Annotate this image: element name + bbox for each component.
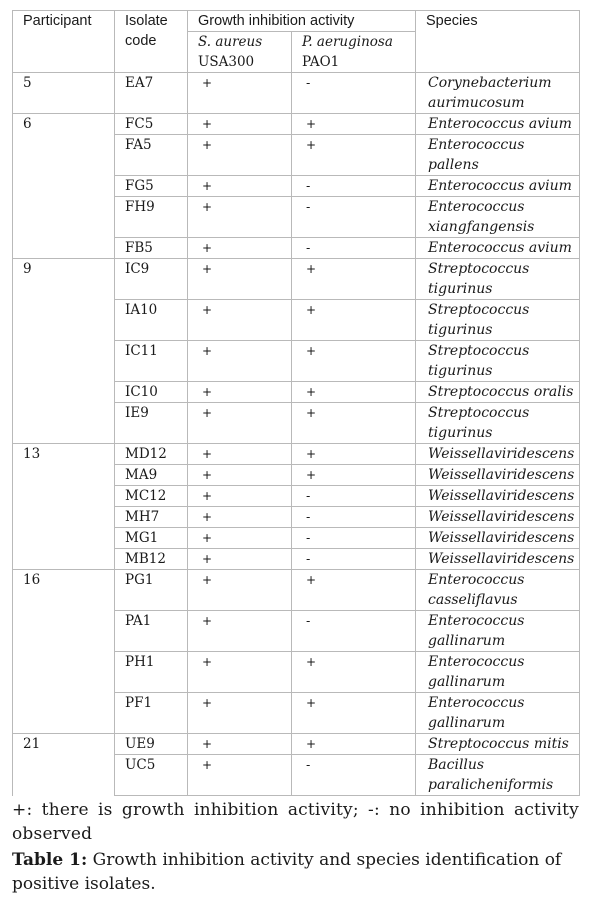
- cell-p-aeruginosa-activity: +: [292, 693, 416, 734]
- cell-p-aeruginosa-activity: -: [292, 238, 416, 259]
- cell-s-aureus-activity: +: [188, 238, 292, 259]
- cell-s-aureus-activity: +: [188, 259, 292, 300]
- cell-p-aeruginosa-activity: -: [292, 528, 416, 549]
- cell-s-aureus-activity: +: [188, 652, 292, 693]
- cell-p-aeruginosa-activity: -: [292, 73, 416, 114]
- cell-s-aureus-activity: +: [188, 382, 292, 403]
- cell-species: Weissellaviridescens: [416, 507, 580, 528]
- document-page: [12, 10, 579, 896]
- cell-s-aureus-activity: +: [188, 135, 292, 176]
- cell-isolate-code: PA1: [115, 611, 188, 652]
- cell-species: Weissellaviridescens: [416, 549, 580, 570]
- table-caption: [12, 848, 579, 896]
- cell-s-aureus-activity: +: [188, 341, 292, 382]
- cell-isolate-code: MH7: [115, 507, 188, 528]
- cell-s-aureus-activity: +: [188, 570, 292, 611]
- cell-species: Enterococcus avium: [416, 238, 580, 259]
- header-isolate-code: Isolate code: [115, 11, 188, 73]
- table-row: [13, 570, 580, 611]
- header-species: Species: [416, 11, 580, 73]
- cell-species: Enterococcus avium: [416, 176, 580, 197]
- table-body: [13, 73, 580, 796]
- cell-s-aureus-activity: +: [188, 755, 292, 796]
- cell-species: Enterococcus gallinarum: [416, 693, 580, 734]
- caption-label: Table 1:: [12, 850, 88, 870]
- cell-isolate-code: FH9: [115, 197, 188, 238]
- cell-participant: 16: [13, 570, 115, 734]
- cell-isolate-code: EA7: [115, 73, 188, 114]
- cell-species: Enterococcus xiangfangensis: [416, 197, 580, 238]
- cell-participant: 5: [13, 73, 115, 114]
- table-row: [13, 73, 580, 114]
- cell-isolate-code: IA10: [115, 300, 188, 341]
- cell-p-aeruginosa-activity: -: [292, 486, 416, 507]
- cell-s-aureus-activity: +: [188, 465, 292, 486]
- cell-s-aureus-activity: +: [188, 444, 292, 465]
- cell-isolate-code: MA9: [115, 465, 188, 486]
- table-row: [13, 734, 580, 755]
- cell-p-aeruginosa-activity: +: [292, 444, 416, 465]
- cell-p-aeruginosa-activity: +: [292, 570, 416, 611]
- cell-isolate-code: IC9: [115, 259, 188, 300]
- header-s-aureus-strain: USA300: [198, 54, 255, 70]
- cell-p-aeruginosa-activity: +: [292, 135, 416, 176]
- cell-isolate-code: FA5: [115, 135, 188, 176]
- cell-isolate-code: PH1: [115, 652, 188, 693]
- cell-species: Streptococcus tigurinus: [416, 341, 580, 382]
- cell-isolate-code: PG1: [115, 570, 188, 611]
- cell-p-aeruginosa-activity: -: [292, 197, 416, 238]
- header-p-aeruginosa: [292, 32, 416, 73]
- results-table: [12, 10, 580, 796]
- cell-species: Streptococcus mitis: [416, 734, 580, 755]
- cell-isolate-code: MB12: [115, 549, 188, 570]
- cell-s-aureus-activity: +: [188, 114, 292, 135]
- table-row: [13, 114, 580, 135]
- cell-isolate-code: IC10: [115, 382, 188, 403]
- cell-species: Corynebacterium aurimucosum: [416, 73, 580, 114]
- cell-s-aureus-activity: +: [188, 693, 292, 734]
- cell-s-aureus-activity: +: [188, 403, 292, 444]
- cell-participant: 6: [13, 114, 115, 259]
- cell-isolate-code: MD12: [115, 444, 188, 465]
- cell-p-aeruginosa-activity: -: [292, 176, 416, 197]
- cell-p-aeruginosa-activity: -: [292, 507, 416, 528]
- cell-p-aeruginosa-activity: +: [292, 734, 416, 755]
- header-p-aeruginosa-name: P. aeruginosa: [302, 34, 393, 50]
- cell-p-aeruginosa-activity: +: [292, 259, 416, 300]
- cell-s-aureus-activity: +: [188, 300, 292, 341]
- cell-isolate-code: MG1: [115, 528, 188, 549]
- cell-p-aeruginosa-activity: -: [292, 611, 416, 652]
- cell-s-aureus-activity: +: [188, 486, 292, 507]
- table-header: [13, 11, 580, 73]
- table-legend: +: there is growth inhibition activity; -: no inhibition activity observed: [12, 800, 579, 844]
- cell-s-aureus-activity: +: [188, 197, 292, 238]
- cell-s-aureus-activity: +: [188, 528, 292, 549]
- cell-s-aureus-activity: +: [188, 611, 292, 652]
- cell-isolate-code: FG5: [115, 176, 188, 197]
- cell-p-aeruginosa-activity: +: [292, 382, 416, 403]
- cell-species: Enterococcus pallens: [416, 135, 580, 176]
- header-s-aureus: [188, 32, 292, 73]
- cell-species: Enterococcus gallinarum: [416, 652, 580, 693]
- cell-isolate-code: FB5: [115, 238, 188, 259]
- cell-p-aeruginosa-activity: +: [292, 300, 416, 341]
- cell-species: Streptococcus tigurinus: [416, 403, 580, 444]
- cell-species: Weissellaviridescens: [416, 528, 580, 549]
- cell-species: Weissellaviridescens: [416, 444, 580, 465]
- cell-species: Streptococcus tigurinus: [416, 259, 580, 300]
- cell-p-aeruginosa-activity: +: [292, 403, 416, 444]
- cell-species: Streptococcus oralis: [416, 382, 580, 403]
- cell-species: Weissellaviridescens: [416, 465, 580, 486]
- header-growth-inhibition: Growth inhibition activity: [188, 11, 416, 32]
- header-participant: Participant: [13, 11, 115, 73]
- cell-s-aureus-activity: +: [188, 734, 292, 755]
- cell-p-aeruginosa-activity: +: [292, 465, 416, 486]
- cell-isolate-code: MC12: [115, 486, 188, 507]
- cell-species: Enterococcus casseliflavus: [416, 570, 580, 611]
- cell-p-aeruginosa-activity: +: [292, 341, 416, 382]
- cell-p-aeruginosa-activity: -: [292, 755, 416, 796]
- table-row: [13, 259, 580, 300]
- cell-s-aureus-activity: +: [188, 73, 292, 114]
- cell-isolate-code: PF1: [115, 693, 188, 734]
- cell-participant: 13: [13, 444, 115, 570]
- cell-p-aeruginosa-activity: +: [292, 114, 416, 135]
- cell-isolate-code: FC5: [115, 114, 188, 135]
- cell-participant: 21: [13, 734, 115, 796]
- cell-species: Enterococcus avium: [416, 114, 580, 135]
- table-row: [13, 444, 580, 465]
- cell-isolate-code: UE9: [115, 734, 188, 755]
- cell-isolate-code: IE9: [115, 403, 188, 444]
- cell-s-aureus-activity: +: [188, 507, 292, 528]
- header-s-aureus-name: S. aureus: [198, 34, 263, 50]
- cell-species: Streptococcus tigurinus: [416, 300, 580, 341]
- cell-species: Weissellaviridescens: [416, 486, 580, 507]
- cell-isolate-code: UC5: [115, 755, 188, 796]
- cell-s-aureus-activity: +: [188, 176, 292, 197]
- cell-participant: 9: [13, 259, 115, 444]
- cell-p-aeruginosa-activity: -: [292, 549, 416, 570]
- cell-species: Enterococcus gallinarum: [416, 611, 580, 652]
- caption-text: Growth inhibition activity and species identification of positive isolates.: [12, 850, 562, 894]
- cell-s-aureus-activity: +: [188, 549, 292, 570]
- cell-species: Bacillus paralicheniformis: [416, 755, 580, 796]
- cell-p-aeruginosa-activity: +: [292, 652, 416, 693]
- header-p-aeruginosa-strain: PAO1: [302, 54, 340, 70]
- cell-isolate-code: IC11: [115, 341, 188, 382]
